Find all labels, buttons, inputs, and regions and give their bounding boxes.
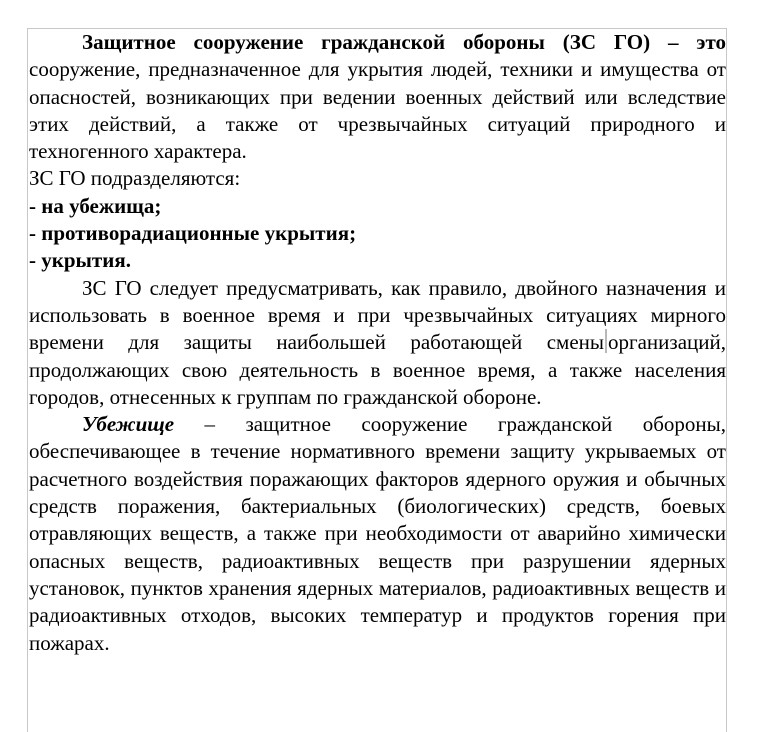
page-margin-left-guide [27, 28, 28, 732]
list-item-shelters: - на убежища; [29, 193, 162, 218]
list-item-anti-radiation-shelters: - противорадиационные укрытия; [29, 221, 357, 246]
document-body[interactable] [29, 29, 726, 657]
definition-text-shelter: – защитное сооружение гражданской обороны, обеспечивающее в течение нормативного времени защиту укрываемых от расчетного воздействия поражающих факторов ядерного оружия и обычных средств поражения, бактериальных (биологических) средств, боевых отравляющих веществ, а также при необходимости от аварийно химически опасных веществ, радиоактивных веществ при разрушении ядерных установок, пунктов хранения ядерных материалов, радиоактивных веществ и радиоактивных отходов, высоких температур и продуктов горения при пожарах. [29, 412, 726, 655]
text-cursor [605, 329, 607, 353]
paragraph-definition-zs-go [29, 29, 726, 165]
list-item-covers: - укрытия. [29, 248, 131, 273]
definition-term-zs-go: Защитное сооружение гражданской обороны (ЗС ГО) – это [82, 30, 726, 54]
page-margin-right-guide [726, 28, 727, 732]
paragraph-definition-shelter [29, 411, 726, 657]
definition-text-zs-go: сооружение, предназначенное для укрытия людей, техники и имущества от опасностей, возникающих при ведении военных действий или вследствие этих действий, а также от чрезвычайных ситуаций природного и техногенного характера. [29, 57, 726, 164]
paragraph-dual-purpose-text-before-cursor: ЗС ГО следует предусматривать, как правило, двойного назначения и использовать в военное время и при чрезвычайных ситуациях мирного времени для защиты наибольшей работающей смены [29, 275, 726, 355]
definition-term-shelter: Убежище [82, 412, 175, 437]
paragraph-dual-purpose-text-after-cursor: организаций, продолжающих свою деятельность в военное время, а также населения городов, отнесенных к группам по гражданской обороне. [29, 330, 726, 409]
paragraph-dual-purpose [29, 275, 726, 411]
paragraph-classification-intro: ЗС ГО подразделяются: [29, 166, 241, 191]
